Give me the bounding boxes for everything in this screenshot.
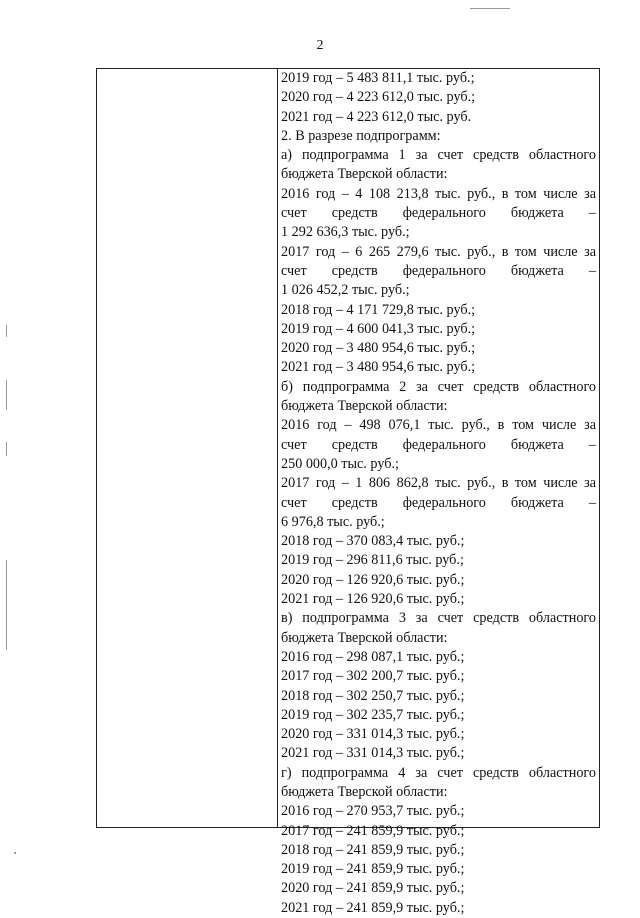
text-line: 2016 год – 4 108 213,8 тыс. руб., в том числе за — [281, 185, 596, 202]
text-line: бюджета Тверской области: — [281, 629, 448, 646]
text-line: 2018 год – 4 171 729,8 тыс. руб.; — [281, 301, 476, 318]
text-line: счет средств федерального бюджета – — [281, 436, 596, 453]
text-line: 1 292 636,3 тыс. руб.; — [281, 224, 410, 241]
text-line: бюджета Тверской области: — [281, 398, 448, 415]
text-line: 2016 год – 298 087,1 тыс. руб.; — [281, 648, 465, 665]
text-line: 2020 год – 331 014,3 тыс. руб.; — [281, 726, 465, 743]
text-line: счет средств федерального бюджета – — [281, 262, 596, 279]
text-line: 2020 год – 241 859,9 тыс. руб.; — [281, 880, 465, 897]
scan-speck — [14, 852, 16, 854]
text-line: 2018 год – 370 083,4 тыс. руб.; — [281, 533, 465, 550]
text-line: 2019 год – 4 600 041,3 тыс. руб.; — [281, 320, 476, 337]
table-left-column — [97, 69, 278, 827]
scan-speck — [6, 560, 7, 650]
text-line: 2019 год – 241 859,9 тыс. руб.; — [281, 861, 465, 878]
text-line: а) подпрограмма 1 за счет средств областного — [281, 147, 596, 164]
text-line: 2019 год – 5 483 811,1 тыс. руб.; — [281, 70, 475, 86]
text-line: 1 026 452,2 тыс. руб.; — [281, 282, 410, 299]
text-line: счет средств федерального бюджета – — [281, 494, 596, 511]
text-line: 2017 год – 1 806 862,8 тыс. руб., в том числе за — [281, 475, 596, 492]
text-line: в) подпрограмма 3 за счет средств областного — [281, 610, 596, 627]
page-number: 2 — [316, 38, 324, 53]
text-line: 2. В разрезе подпрограмм: — [281, 127, 441, 144]
text-line: бюджета Тверской области: — [281, 166, 448, 183]
text-line: 2019 год – 296 811,6 тыс. руб.; — [281, 552, 464, 569]
text-line: 2016 год – 270 953,7 тыс. руб.; — [281, 803, 465, 820]
text-line: 2021 год – 126 920,6 тыс. руб.; — [281, 591, 465, 608]
text-line: 2021 год – 3 480 954,6 тыс. руб.; — [281, 359, 476, 376]
text-line: 2021 год – 4 223 612,0 тыс. руб. — [281, 108, 472, 125]
text-line: 2018 год – 241 859,9 тыс. руб.; — [281, 841, 465, 858]
text-line: 2020 год – 4 223 612,0 тыс. руб.; — [281, 89, 476, 106]
text-line: 2017 год – 241 859,9 тыс. руб.; — [281, 822, 465, 839]
table-right-column — [278, 69, 599, 916]
text-line: б) подпрограмма 2 за счет средств областного — [281, 378, 596, 395]
text-line: 2017 год – 302 200,7 тыс. руб.; — [281, 668, 465, 685]
text-line: 2016 год – 498 076,1 тыс. руб., в том числе за — [281, 417, 596, 434]
text-line: 2020 год – 126 920,6 тыс. руб.; — [281, 571, 465, 588]
text-line: 2017 год – 6 265 279,6 тыс. руб., в том числе за — [281, 243, 596, 260]
scan-speck — [6, 325, 7, 337]
text-line: 2019 год – 302 235,7 тыс. руб.; — [281, 706, 465, 723]
scan-speck — [6, 380, 7, 410]
text-line: бюджета Тверской области: — [281, 783, 448, 800]
scan-speck — [6, 442, 7, 456]
funding-table — [96, 68, 600, 916]
text-line: 2018 год – 302 250,7 тыс. руб.; — [281, 687, 465, 704]
scan-speck — [470, 8, 510, 9]
text-line: г) подпрограмма 4 за счет средств областного — [281, 764, 596, 781]
text-line: 2021 год – 331 014,3 тыс. руб.; — [281, 745, 465, 762]
text-line: 6 976,8 тыс. руб.; — [281, 513, 385, 530]
text-line: 250 000,0 тыс. руб.; — [281, 455, 399, 472]
text-line: 2020 год – 3 480 954,6 тыс. руб.; — [281, 340, 476, 357]
text-line: 2021 год – 241 859,9 тыс. руб.; — [281, 899, 465, 916]
text-line: счет средств федерального бюджета – — [281, 205, 596, 222]
